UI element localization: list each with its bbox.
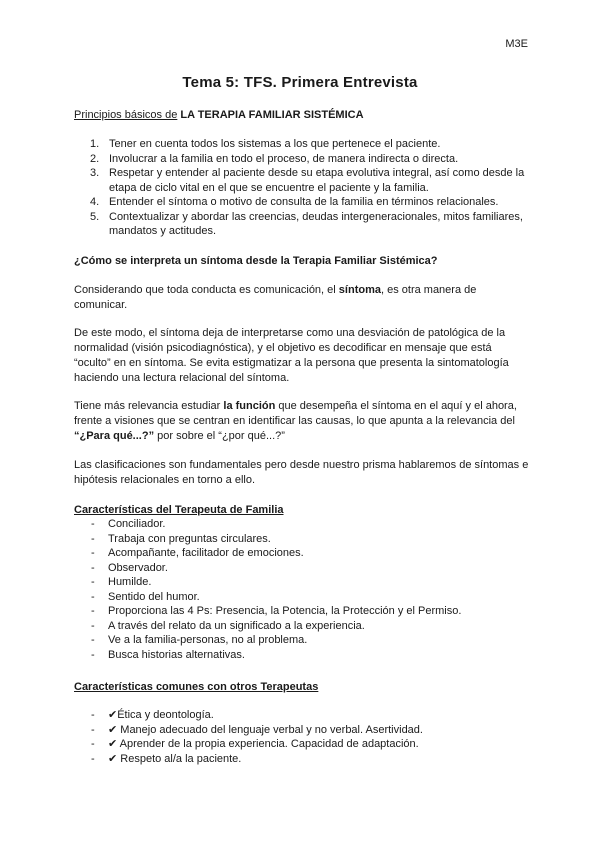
paragraph-1-bold: síntoma	[338, 284, 381, 296]
principles-list	[74, 137, 530, 239]
paragraph-2: De este modo, el síntoma deja de interpretarse como una desviación de patológica de la normalidad (visión psicodiagnóstica), y el objetivo es decodificar en mensaje que está “oculto” en en síntoma. Se evita estigmatizar a la persona que presenta la sintomatología haciendo una lectura relacional del síntoma.	[74, 327, 509, 384]
principle-number: 5.	[90, 210, 100, 223]
principle-item	[74, 195, 530, 210]
dash-bullet: -	[91, 590, 95, 603]
therapist-heading	[74, 503, 530, 518]
paragraph-1-text-a: Considerando que toda conducta es comunicación, el	[74, 284, 339, 296]
dash-bullet: -	[91, 518, 95, 530]
paragraph-1-text-c: , es otra manera de comunicar.	[74, 284, 477, 311]
common-heading	[74, 680, 530, 695]
checkmark-icon: ✔	[108, 708, 118, 721]
paragraph-3-bold-function: la función	[223, 400, 276, 412]
paragraph-3-text-c: que desempeña el síntoma en el aquí y el ahora, frente a visiones que se centran en identificar las causas, lo que apunta a la relevancia del	[74, 400, 517, 427]
principles-heading-bold: LA TERAPIA FAMILIAR SISTÉMICA	[180, 109, 364, 121]
common-trait-text: Respeto al/a la paciente.	[117, 752, 242, 765]
principle-text: Respetar y entender al paciente desde su etapa evolutiva integral, así como desde la etapa de ciclo vital en el que se encuentre el paciente y la familia.	[109, 167, 525, 194]
dash-bullet: -	[91, 619, 95, 632]
dash-bullet: -	[91, 648, 95, 661]
principle-number: 1.	[90, 138, 100, 150]
dash-bullet: -	[91, 547, 95, 559]
dash-bullet: -	[91, 738, 95, 750]
common-trait-item	[74, 752, 530, 767]
therapist-trait-item	[74, 648, 530, 663]
dash-bullet: -	[91, 561, 95, 574]
dash-bullet: -	[91, 605, 95, 617]
principle-number: 3.	[90, 167, 100, 179]
paragraph-4: Las clasificaciones son fundamentales pero desde nuestro prisma hablaremos de síntomas e hipótesis relacionales en torno a ello.	[74, 459, 529, 486]
common-list	[74, 708, 530, 766]
dash-bullet: -	[91, 752, 95, 765]
common-trait-item	[74, 737, 530, 752]
therapist-trait-item	[74, 590, 530, 605]
dash-bullet: -	[91, 709, 95, 721]
therapist-trait-item	[74, 619, 530, 634]
therapist-trait-text: Proporciona las 4 Ps: Presencia, la Potencia, la Protección y el Permiso.	[108, 605, 462, 617]
paragraph-3-text-a: Tiene más relevancia estudiar	[74, 400, 224, 412]
therapist-trait-text: Conciliador.	[108, 518, 166, 530]
therapist-heading-text: Características del Terapeuta de Familia	[74, 504, 284, 516]
therapist-trait-text: Ve a la familia-personas, no al problema.	[108, 634, 308, 646]
common-heading-text: Características comunes con otros Terapeutas	[74, 681, 319, 693]
therapist-trait-item	[74, 546, 530, 561]
common-trait-text: Manejo adecuado del lenguaje verbal y no verbal. Asertividad.	[117, 723, 423, 736]
principle-item	[74, 210, 530, 239]
principle-item	[74, 166, 530, 195]
therapist-trait-text: Acompañante, facilitador de emociones.	[108, 547, 304, 559]
therapist-trait-text: Observador.	[108, 561, 168, 574]
question-text: ¿Cómo se interpreta un síntoma desde la Terapia Familiar Sistémica?	[74, 255, 438, 267]
principle-number: 4.	[90, 196, 100, 208]
principle-item	[74, 152, 530, 167]
dash-bullet: -	[91, 576, 95, 588]
principles-heading	[74, 108, 530, 123]
checkmark-icon: ✔	[108, 737, 118, 750]
dash-bullet: -	[91, 634, 95, 646]
checkmark-icon: ✔	[108, 751, 118, 765]
paragraph-3	[74, 399, 530, 444]
principles-heading-prefix: Principios básicos de	[74, 109, 178, 121]
therapist-trait-text: Busca historias alternativas.	[108, 648, 245, 661]
question-heading	[74, 254, 530, 269]
therapist-trait-item	[74, 575, 530, 590]
common-trait-text: Ética y deontología.	[117, 709, 214, 721]
therapist-trait-text: A través del relato da un significado a la experiencia.	[108, 619, 365, 632]
paragraph-1	[74, 283, 530, 313]
therapist-trait-item	[74, 517, 530, 532]
page-title: Tema 5: TFS. Primera Entrevista	[182, 74, 418, 91]
therapist-trait-text: Humilde.	[108, 576, 152, 588]
dash-bullet: -	[91, 723, 95, 736]
therapist-trait-item	[74, 532, 530, 547]
therapist-trait-text: Trabaja con preguntas circulares.	[108, 532, 271, 545]
principle-text: Involucrar a la familia en todo el proceso, de manera indirecta o directa.	[109, 152, 459, 165]
paragraph-3-text-e: por sobre el “¿por qué...?”	[154, 430, 285, 442]
common-trait-text: Aprender de la propia experiencia. Capacidad de adaptación.	[117, 738, 419, 750]
checkmark-icon: ✔	[108, 722, 118, 736]
document-code: M3E	[505, 38, 528, 50]
therapist-list	[74, 517, 530, 662]
therapist-trait-item	[74, 604, 530, 619]
common-trait-item	[74, 708, 530, 723]
principle-text: Contextualizar y abordar las creencias, deudas intergeneracionales, mitos familiares, mandatos y actitudes.	[109, 210, 523, 237]
paragraph-3-bold-para-que: “¿Para qué...?”	[74, 430, 155, 442]
therapist-trait-text: Sentido del humor.	[108, 590, 200, 603]
principle-item	[74, 137, 530, 152]
principle-number: 2.	[90, 152, 100, 165]
therapist-trait-item	[74, 561, 530, 576]
common-trait-item	[74, 723, 530, 738]
principle-text: Tener en cuenta todos los sistemas a los que pertenece el paciente.	[109, 138, 441, 150]
dash-bullet: -	[91, 532, 95, 545]
therapist-trait-item	[74, 633, 530, 648]
principle-text: Entender el síntoma o motivo de consulta de la familia en términos relacionales.	[109, 196, 499, 208]
